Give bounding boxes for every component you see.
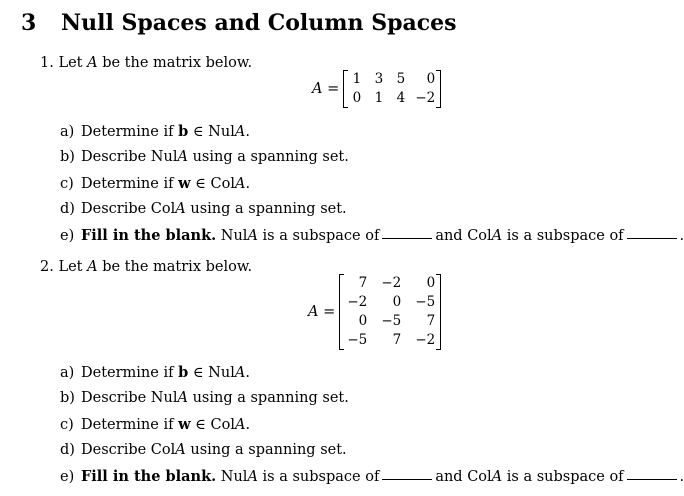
matrix-cell: −5 bbox=[415, 294, 436, 310]
problem-2-part-e: e) Fill in the blank. NulA is a subspace of and ColA is a subspace of . bbox=[60, 468, 684, 485]
matrix-cell: 1 bbox=[352, 71, 362, 87]
matrix-cell: −5 bbox=[347, 332, 368, 348]
matrix-cell: 5 bbox=[396, 71, 406, 87]
matrix-cell: 1 bbox=[374, 90, 384, 106]
problem-1-part-a: a) Determine if b ∈ NulA. bbox=[60, 123, 250, 140]
matrix bbox=[343, 70, 441, 108]
problem-2-part-a: a) Determine if b ∈ NulA. bbox=[60, 364, 250, 381]
problem-2-part-c: c) Determine if w ∈ ColA. bbox=[60, 416, 251, 433]
problem-1-part-c: c) Determine if w ∈ ColA. bbox=[60, 175, 251, 192]
answer-blank[interactable] bbox=[627, 478, 677, 480]
problem-number: 1. bbox=[40, 55, 54, 71]
matrix-cell: 0 bbox=[426, 71, 436, 87]
section-number: 3 bbox=[21, 10, 37, 36]
matrix-lhs: A = bbox=[308, 304, 336, 320]
matrix-cell: −2 bbox=[415, 90, 436, 106]
matrix bbox=[339, 274, 441, 350]
answer-blank[interactable] bbox=[382, 237, 432, 239]
problem-1-prompt bbox=[40, 55, 252, 71]
matrix-cell: 7 bbox=[392, 332, 402, 348]
matrix-cell: 0 bbox=[352, 90, 362, 106]
problem-1-part-d: d) Describe ColA using a spanning set. bbox=[60, 201, 347, 217]
problem-2-part-b: b) Describe NulA using a spanning set. bbox=[60, 390, 349, 406]
problem-1-part-b: b) Describe NulA using a spanning set. bbox=[60, 149, 349, 165]
answer-blank[interactable] bbox=[382, 478, 432, 480]
section-title: Null Spaces and Column Spaces bbox=[61, 10, 457, 36]
prompt-text: Let A be the matrix below. bbox=[58, 55, 253, 71]
problem-2-prompt bbox=[40, 259, 252, 275]
problem-1-part-e: e) Fill in the blank. NulA is a subspace of and ColA is a subspace of . bbox=[60, 227, 684, 244]
prompt-text: Let A be the matrix below. bbox=[58, 259, 253, 275]
matrix-cell: 3 bbox=[374, 71, 384, 87]
matrix-lhs: A = bbox=[312, 81, 340, 97]
problem-2-part-d: d) Describe ColA using a spanning set. bbox=[60, 442, 347, 458]
problem-number: 2. bbox=[40, 259, 54, 275]
answer-blank[interactable] bbox=[627, 237, 677, 239]
matrix-cell: 7 bbox=[426, 313, 436, 329]
matrix-cell: −2 bbox=[415, 332, 436, 348]
matrix-cell: 7 bbox=[358, 275, 368, 291]
matrix-cell: 0 bbox=[358, 313, 368, 329]
matrix-cell: −2 bbox=[381, 275, 402, 291]
problem-1-matrix-equation bbox=[312, 70, 441, 108]
matrix-cell: 0 bbox=[426, 275, 436, 291]
matrix-cell: 0 bbox=[392, 294, 402, 310]
problem-2-matrix-equation bbox=[308, 274, 441, 350]
matrix-cell: −2 bbox=[347, 294, 368, 310]
matrix-cell: −5 bbox=[381, 313, 402, 329]
matrix-cell: 4 bbox=[396, 90, 406, 106]
